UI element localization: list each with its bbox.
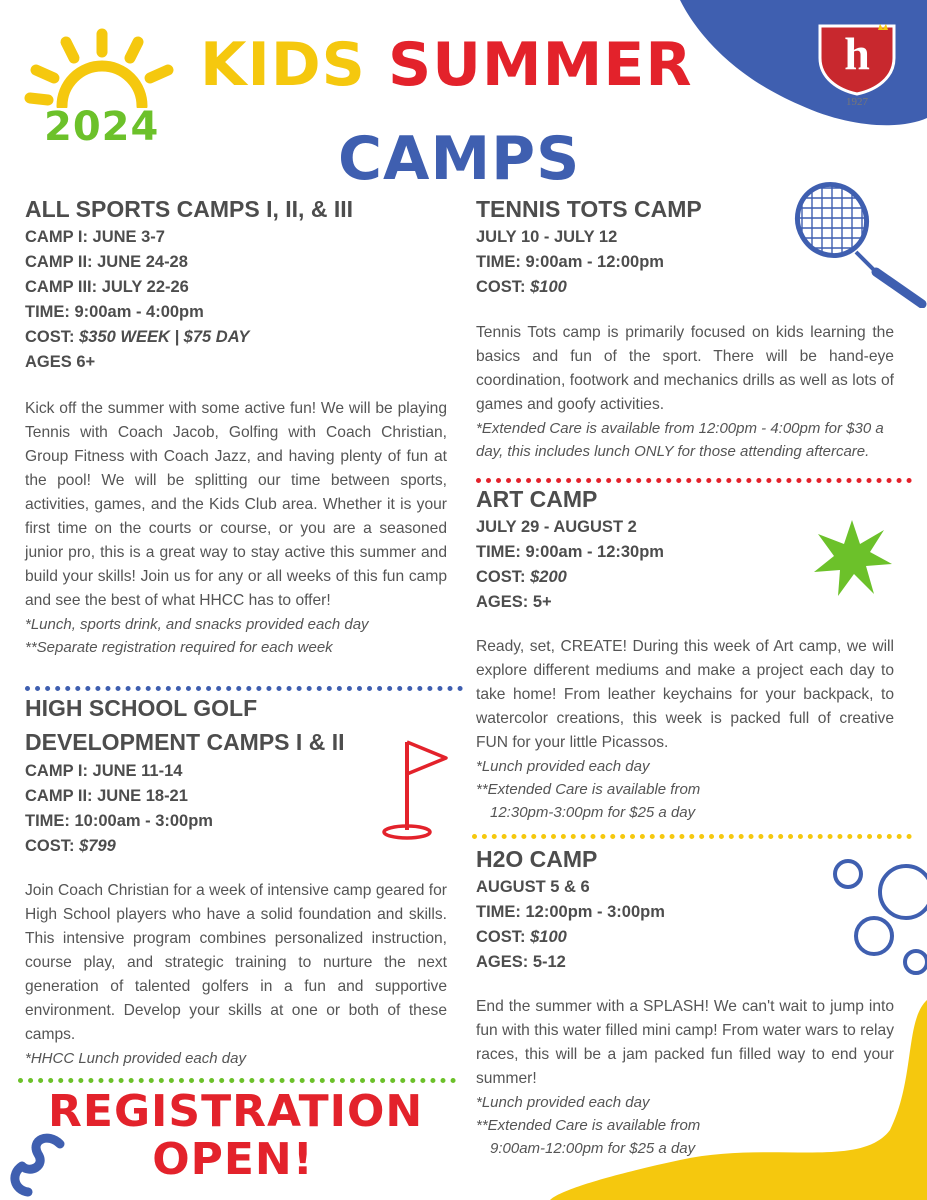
sun-icon [22,28,182,108]
registration-line1: REGISTRATION [48,1086,424,1137]
logo-letter: h [844,28,870,79]
logo-year: 1927 [846,96,868,108]
h2o-ages: AGES: 5-12 [476,953,566,971]
golf-heading-line2: DEVELOPMENT CAMPS I & II [25,729,345,755]
art-cost: COST: $200 [476,568,567,586]
tennis-cost: COST: $100 [476,278,567,296]
h2o-description: End the summer with a SPLASH! We can't wait to jump into fun with this water filled mini camp! From water wars to relay races, this will be a jam packed fun filled way to end your summer! [476,998,894,1087]
tennis-cost-value: $100 [530,278,567,296]
title-camps: CAMPS [338,124,581,194]
golf-time: TIME: 10:00am - 3:00pm [25,812,213,830]
all-sports-time: TIME: 9:00am - 4:00pm [25,303,204,321]
title-year: 2024 [44,104,160,150]
yellow-dotted-divider [472,834,912,839]
golf-camp1: CAMP I: JUNE 11-14 [25,762,183,780]
all-sports-cost: COST: $350 WEEK | $75 DAY [25,328,250,346]
all-sports-ages: AGES 6+ [25,353,96,371]
h2o-heading: H2O CAMP [476,846,598,872]
golf-section [25,691,447,1070]
golf-description: Join Coach Christian for a week of intensive camp geared for High School players who have a solid foundation and skills. This intensive program combines personalized instruction, course play, and strategic training to nurture the next generation of talented golfers in a fun and supportive environment. Develop your skills at one or both of these camps. [25,882,447,1043]
all-sports-camp2: CAMP II: JUNE 24-28 [25,253,188,271]
tennis-heading: TENNIS TOTS CAMP [476,196,702,222]
golf-camp2: CAMP II: JUNE 18-21 [25,787,188,805]
registration-line2: OPEN! [152,1134,314,1185]
h2o-note2: **Extended Care is available from [476,1117,701,1134]
title-summer: SUMMER [388,30,693,100]
h2o-cost: COST: $100 [476,928,567,946]
h2o-section [476,844,894,1160]
all-sports-heading: ALL SPORTS CAMPS I, II, & III [25,196,353,222]
golf-note1: *HHCC Lunch provided each day [25,1050,246,1067]
golf-cost: COST: $799 [25,837,116,855]
art-note3: 12:30pm-3:00pm for $25 a day [490,804,696,821]
tennis-time: TIME: 9:00am - 12:00pm [476,253,664,271]
tennis-section [476,194,894,463]
all-sports-note1: *Lunch, sports drink, and snacks provided each day [25,616,369,633]
art-dates: JULY 29 - AUGUST 2 [476,518,637,536]
art-time: TIME: 9:00am - 12:30pm [476,543,664,561]
h2o-time: TIME: 12:00pm - 3:00pm [476,903,665,921]
h2o-dates: AUGUST 5 & 6 [476,878,590,896]
all-sports-section [25,194,447,659]
all-sports-cost-value: $350 WEEK | $75 DAY [79,328,250,346]
art-cost-value: $200 [530,568,567,586]
golf-heading-line1: HIGH SCHOOL GOLF [25,695,258,721]
h2o-note1: *Lunch provided each day [476,1094,650,1111]
art-section [476,484,894,824]
h2o-cost-value: $100 [530,928,567,946]
all-sports-note2: **Separate registration required for each week [25,639,333,656]
art-description: Ready, set, CREATE! During this week of Art camp, we will explore different mediums and make a project each day to take home! From leather keychains for your backpack, to watercolor creations, this week is packed full of creative FUN for your little Picassos. [476,638,894,751]
golf-cost-value: $799 [79,837,116,855]
all-sports-camp3: CAMP III: JULY 22-26 [25,278,189,296]
all-sports-description: Kick off the summer with some active fun! We will be playing Tennis with Coach Jacob, Golfing with Coach Christian, Group Fitness with Coach Jazz, and having plenty of fun at the pool! We will be splitting our time between sports, activities, games, and the Kids Club area. Whether it is your first time on the courts or course, or you are a seasoned junior pro, this is a great way to stay active this summer and build your skills! Join us for any or all weeks of this fun camp and see the best of what HHCC has to offer! [25,400,447,609]
h2o-note3: 9:00am-12:00pm for $25 a day [490,1140,696,1157]
art-note1: *Lunch provided each day [476,758,650,775]
art-heading: ART CAMP [476,486,598,512]
art-note2: **Extended Care is available from [476,781,701,798]
all-sports-camp1: CAMP I: JUNE 3-7 [25,228,165,246]
club-logo [816,22,898,112]
art-ages: AGES: 5+ [476,593,552,611]
tennis-dates: JULY 10 - JULY 12 [476,228,618,246]
tennis-note1: *Extended Care is available from 12:00pm - 4:00pm for $30 a day, this includes lunch ONLY for those attending aftercare. [476,420,884,460]
tennis-description: Tennis Tots camp is primarily focused on kids learning the basics and fun of the sport. There will be hand-eye coordination, footwork and mechanics drills as well as lots of games and goofy activities. [476,324,894,413]
title-kids: KIDS [200,30,366,100]
green-dotted-divider [18,1078,456,1083]
red-dotted-divider [476,478,912,483]
